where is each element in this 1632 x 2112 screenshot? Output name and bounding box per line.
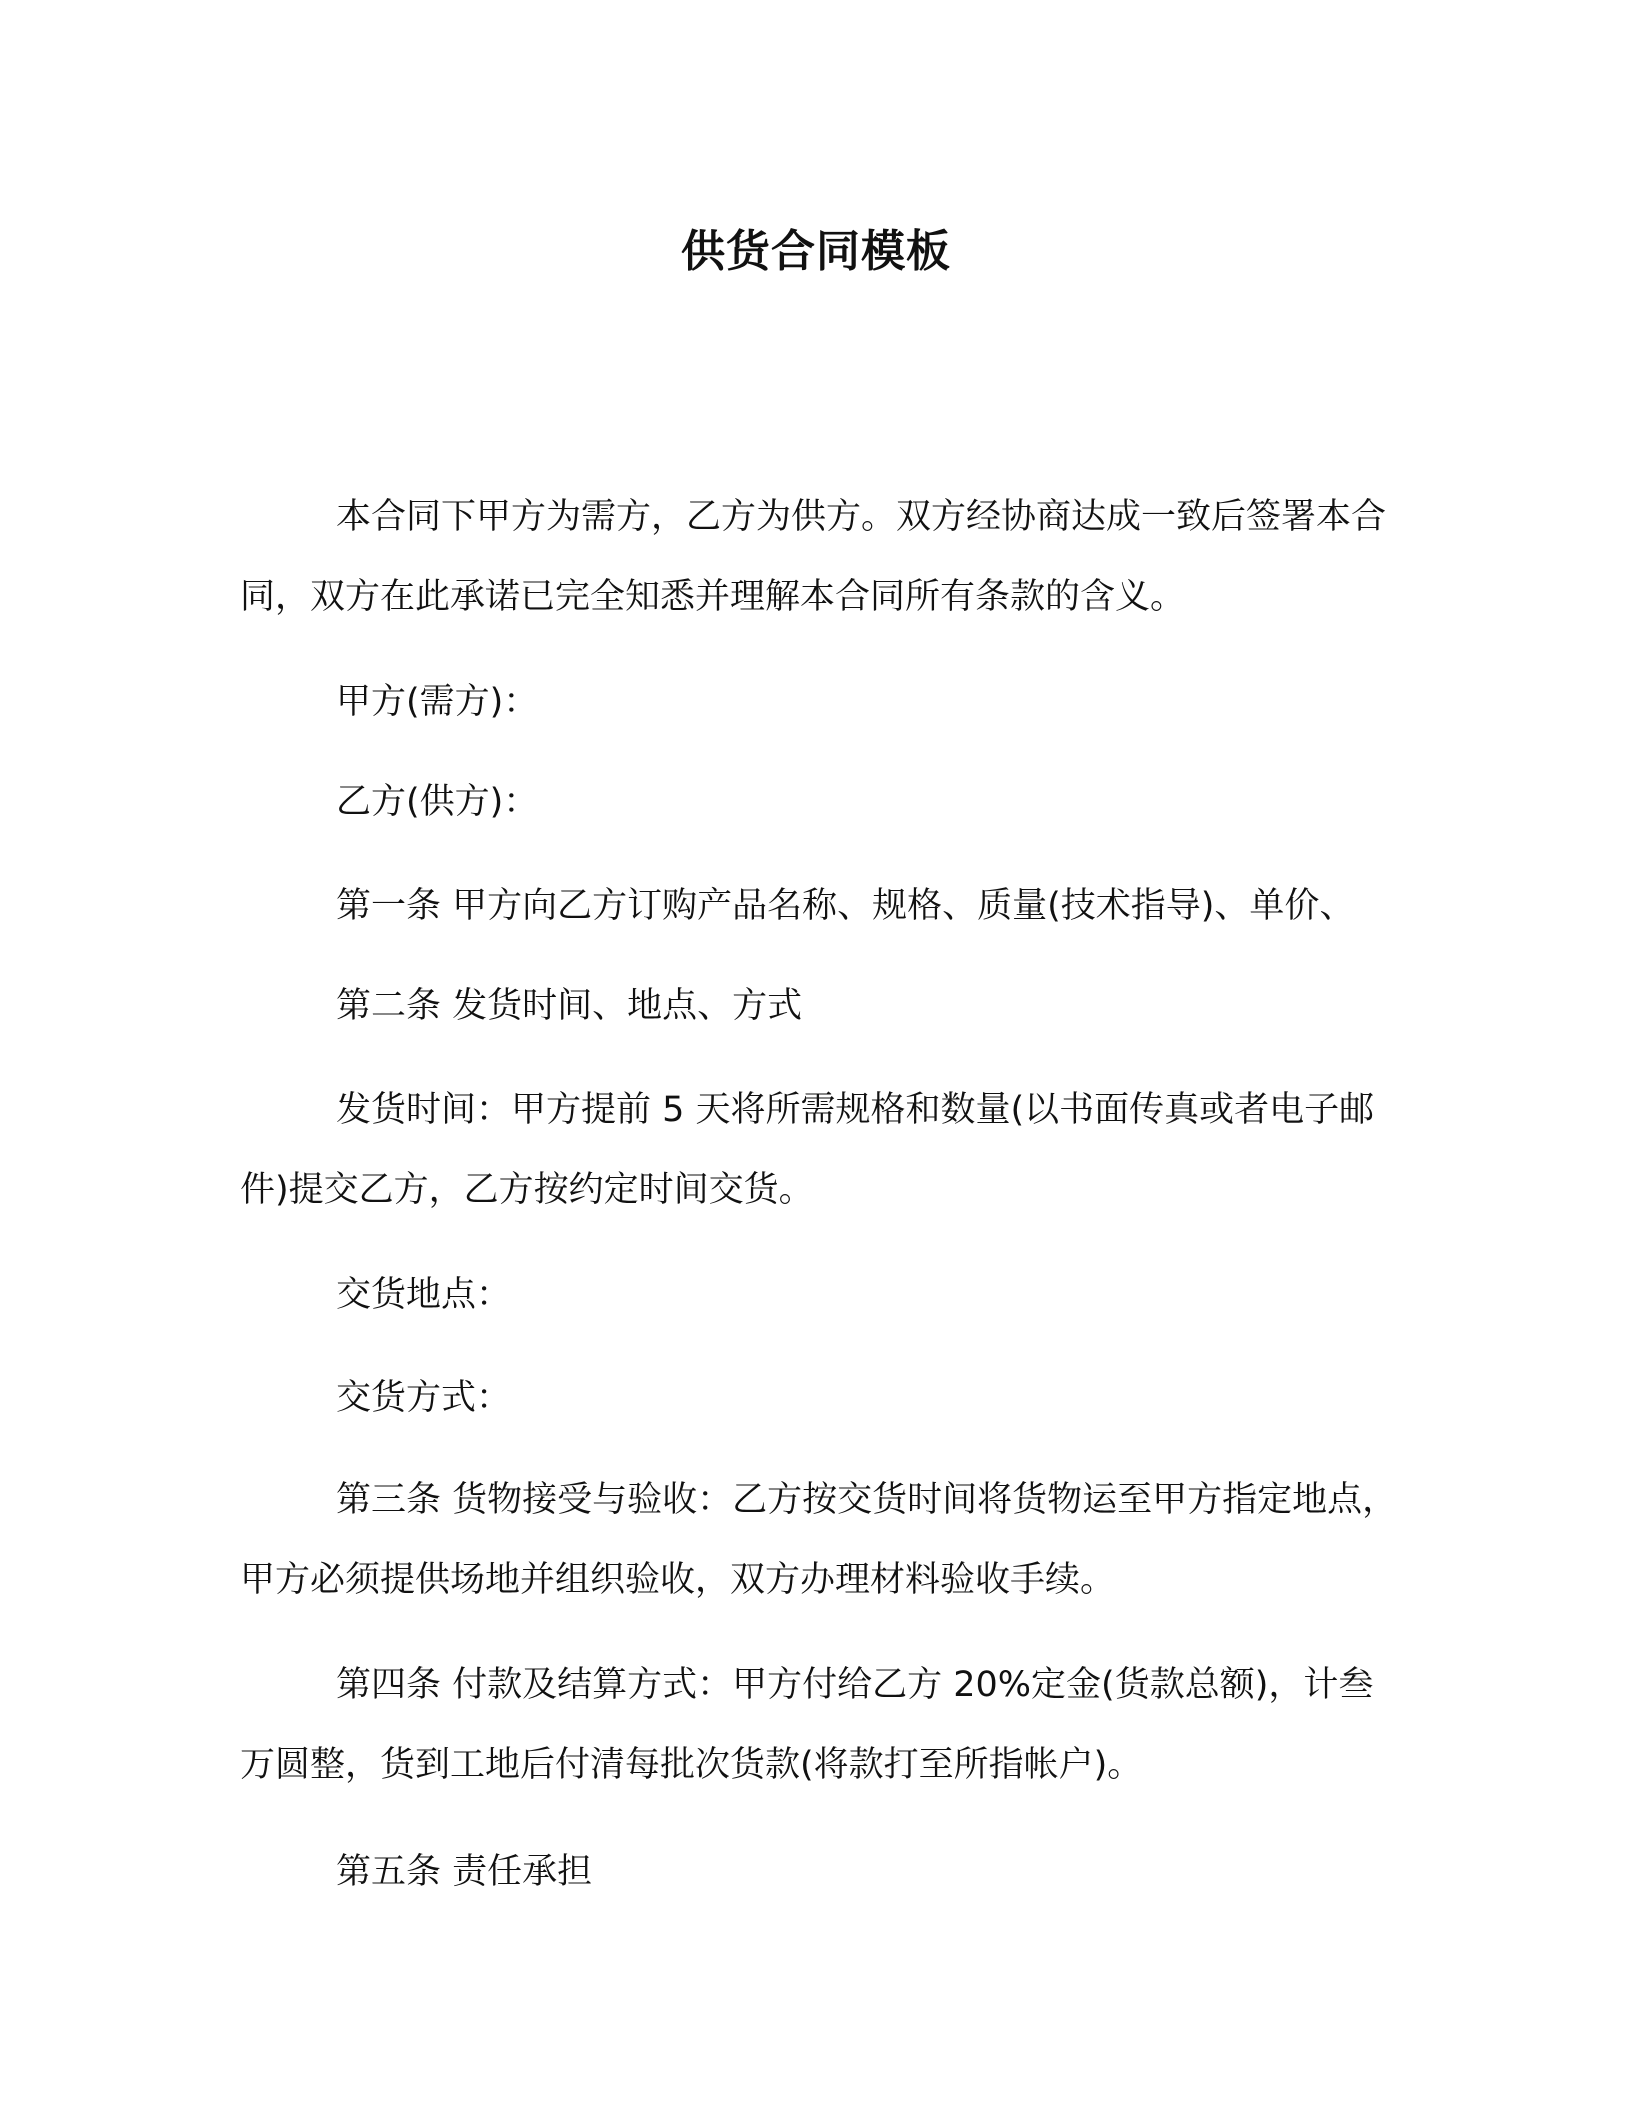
delivery-location-line: 交货地点： <box>336 1275 512 1315</box>
article-4: 第四条 付款及结算方式：甲方付给乙方 20%定金(货款总额)，计叁万圆整，货到工地后付清每批次货款(将款打至所指帐户)。 <box>240 1665 1374 1785</box>
article-2: 第二条 发货时间、地点、方式 <box>336 986 803 1026</box>
article-1: 第一条 甲方向乙方订购产品名称、规格、质量(技术指导)、单价、 <box>336 886 1355 926</box>
document-title: 供货合同模板 <box>681 226 951 277</box>
party-a-line: 甲方(需方)： <box>336 682 539 722</box>
intro-paragraph: 本合同下甲方为需方，乙方为供方。双方经协商达成一致后签署本合同，双方在此承诺已完全知悉并理解本合同所有条款的含义。 <box>240 497 1387 617</box>
delivery-time-paragraph: 发货时间：甲方提前 5 天将所需规格和数量(以书面传真或者电子邮件)提交乙方，乙方按约定时间交货。 <box>240 1090 1375 1210</box>
party-b-line: 乙方(供方)： <box>336 782 539 822</box>
article-3: 第三条 货物接受与验收：乙方按交货时间将货物运至甲方指定地点，甲方必须提供场地并组织验收，双方办理材料验收手续。 <box>240 1480 1398 1600</box>
delivery-method-line: 交货方式： <box>336 1378 512 1418</box>
article-5: 第五条 责任承担 <box>336 1852 593 1892</box>
